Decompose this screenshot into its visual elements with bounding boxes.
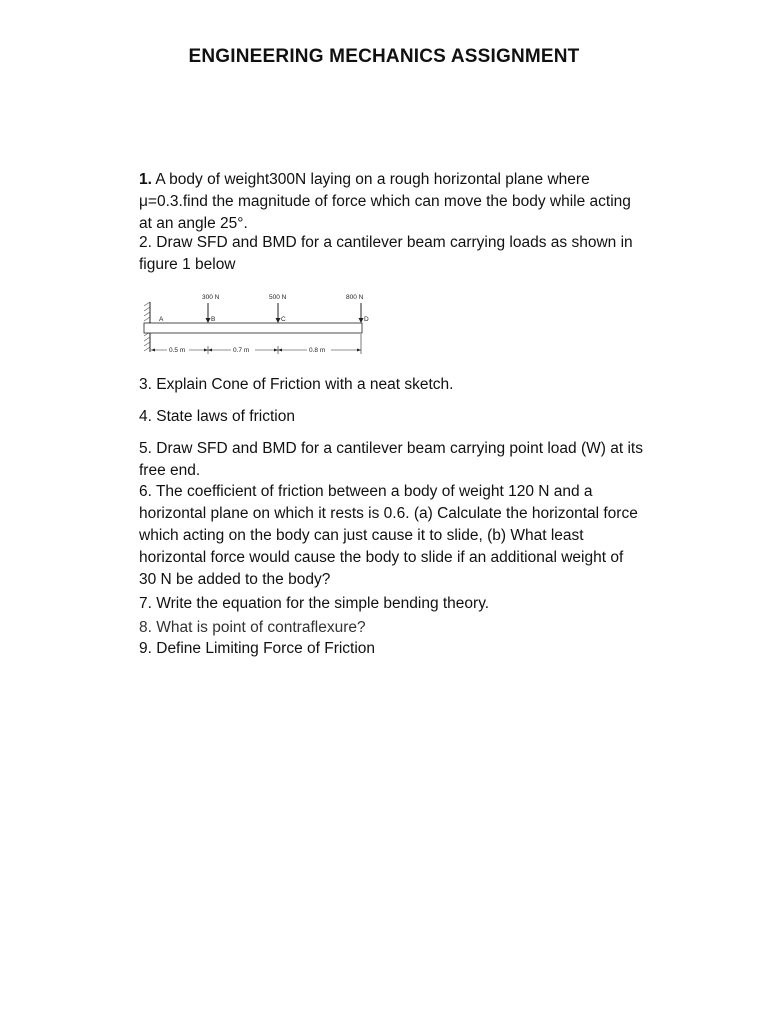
question-1 <box>139 169 644 235</box>
question-number: 8. <box>139 619 152 636</box>
question-4 <box>139 406 644 428</box>
question-number: 6. <box>139 483 152 500</box>
arrowhead <box>276 318 281 323</box>
point-label-d: D <box>364 316 369 323</box>
span-label-cd: 0.8 m <box>309 347 326 354</box>
point-label-c: C <box>281 316 286 323</box>
load-label-c: 500 N <box>269 294 287 301</box>
arrowhead <box>359 318 364 323</box>
point-label-a: A <box>159 316 164 323</box>
question-7 <box>139 593 644 615</box>
question-text: What is point of contraflexure? <box>151 619 366 636</box>
question-text: Draw SFD and BMD for a cantilever beam carrying loads as shown in figure 1 below <box>139 234 633 273</box>
question-text: A body of weight300N laying on a rough horizontal plane where μ=0.3.find the magnitude of force which can move the body while acting at an angle 25°. <box>139 171 631 232</box>
span-label-ab: 0.5 m <box>169 347 186 354</box>
question-text: Define Limiting Force of Friction <box>151 640 376 657</box>
span-label-bc: 0.7 m <box>233 347 250 354</box>
question-5 <box>139 438 644 482</box>
question-number: 3. <box>139 376 152 393</box>
question-number: 2. <box>139 234 152 251</box>
question-6 <box>139 481 644 591</box>
load-label-d: 800 N <box>346 294 364 301</box>
load-label-b: 300 N <box>202 294 220 301</box>
question-text: Draw SFD and BMD for a cantilever beam carrying point load (W) at its free end. <box>139 440 643 479</box>
question-number: 1. <box>139 171 152 188</box>
point-label-b: B <box>211 316 216 323</box>
question-number: 4. <box>139 408 152 425</box>
question-9 <box>139 638 644 660</box>
question-2 <box>139 232 644 276</box>
cantilever-beam-figure <box>141 288 376 358</box>
question-text: Write the equation for the simple bending theory. <box>151 595 490 612</box>
question-number: 9. <box>139 640 152 657</box>
question-number: 7. <box>139 595 152 612</box>
beam <box>144 323 362 333</box>
question-text: State laws of friction <box>151 408 295 425</box>
question-text: Explain Cone of Friction with a neat sketch. <box>151 376 454 393</box>
question-number: 5. <box>139 440 152 457</box>
question-8 <box>139 617 644 639</box>
arrowhead <box>206 318 211 323</box>
question-3 <box>139 374 644 396</box>
page-title: ENGINEERING MECHANICS ASSIGNMENT <box>188 46 580 67</box>
question-text: The coefficient of friction between a body of weight 120 N and a horizontal plane on which it rests is 0.6. (a) Calculate the horizontal force which acting on the body can just cause it to slide, (b) What least horizontal force would cause the body to slide if an additional weight of 30 N be added to the body? <box>139 483 638 588</box>
